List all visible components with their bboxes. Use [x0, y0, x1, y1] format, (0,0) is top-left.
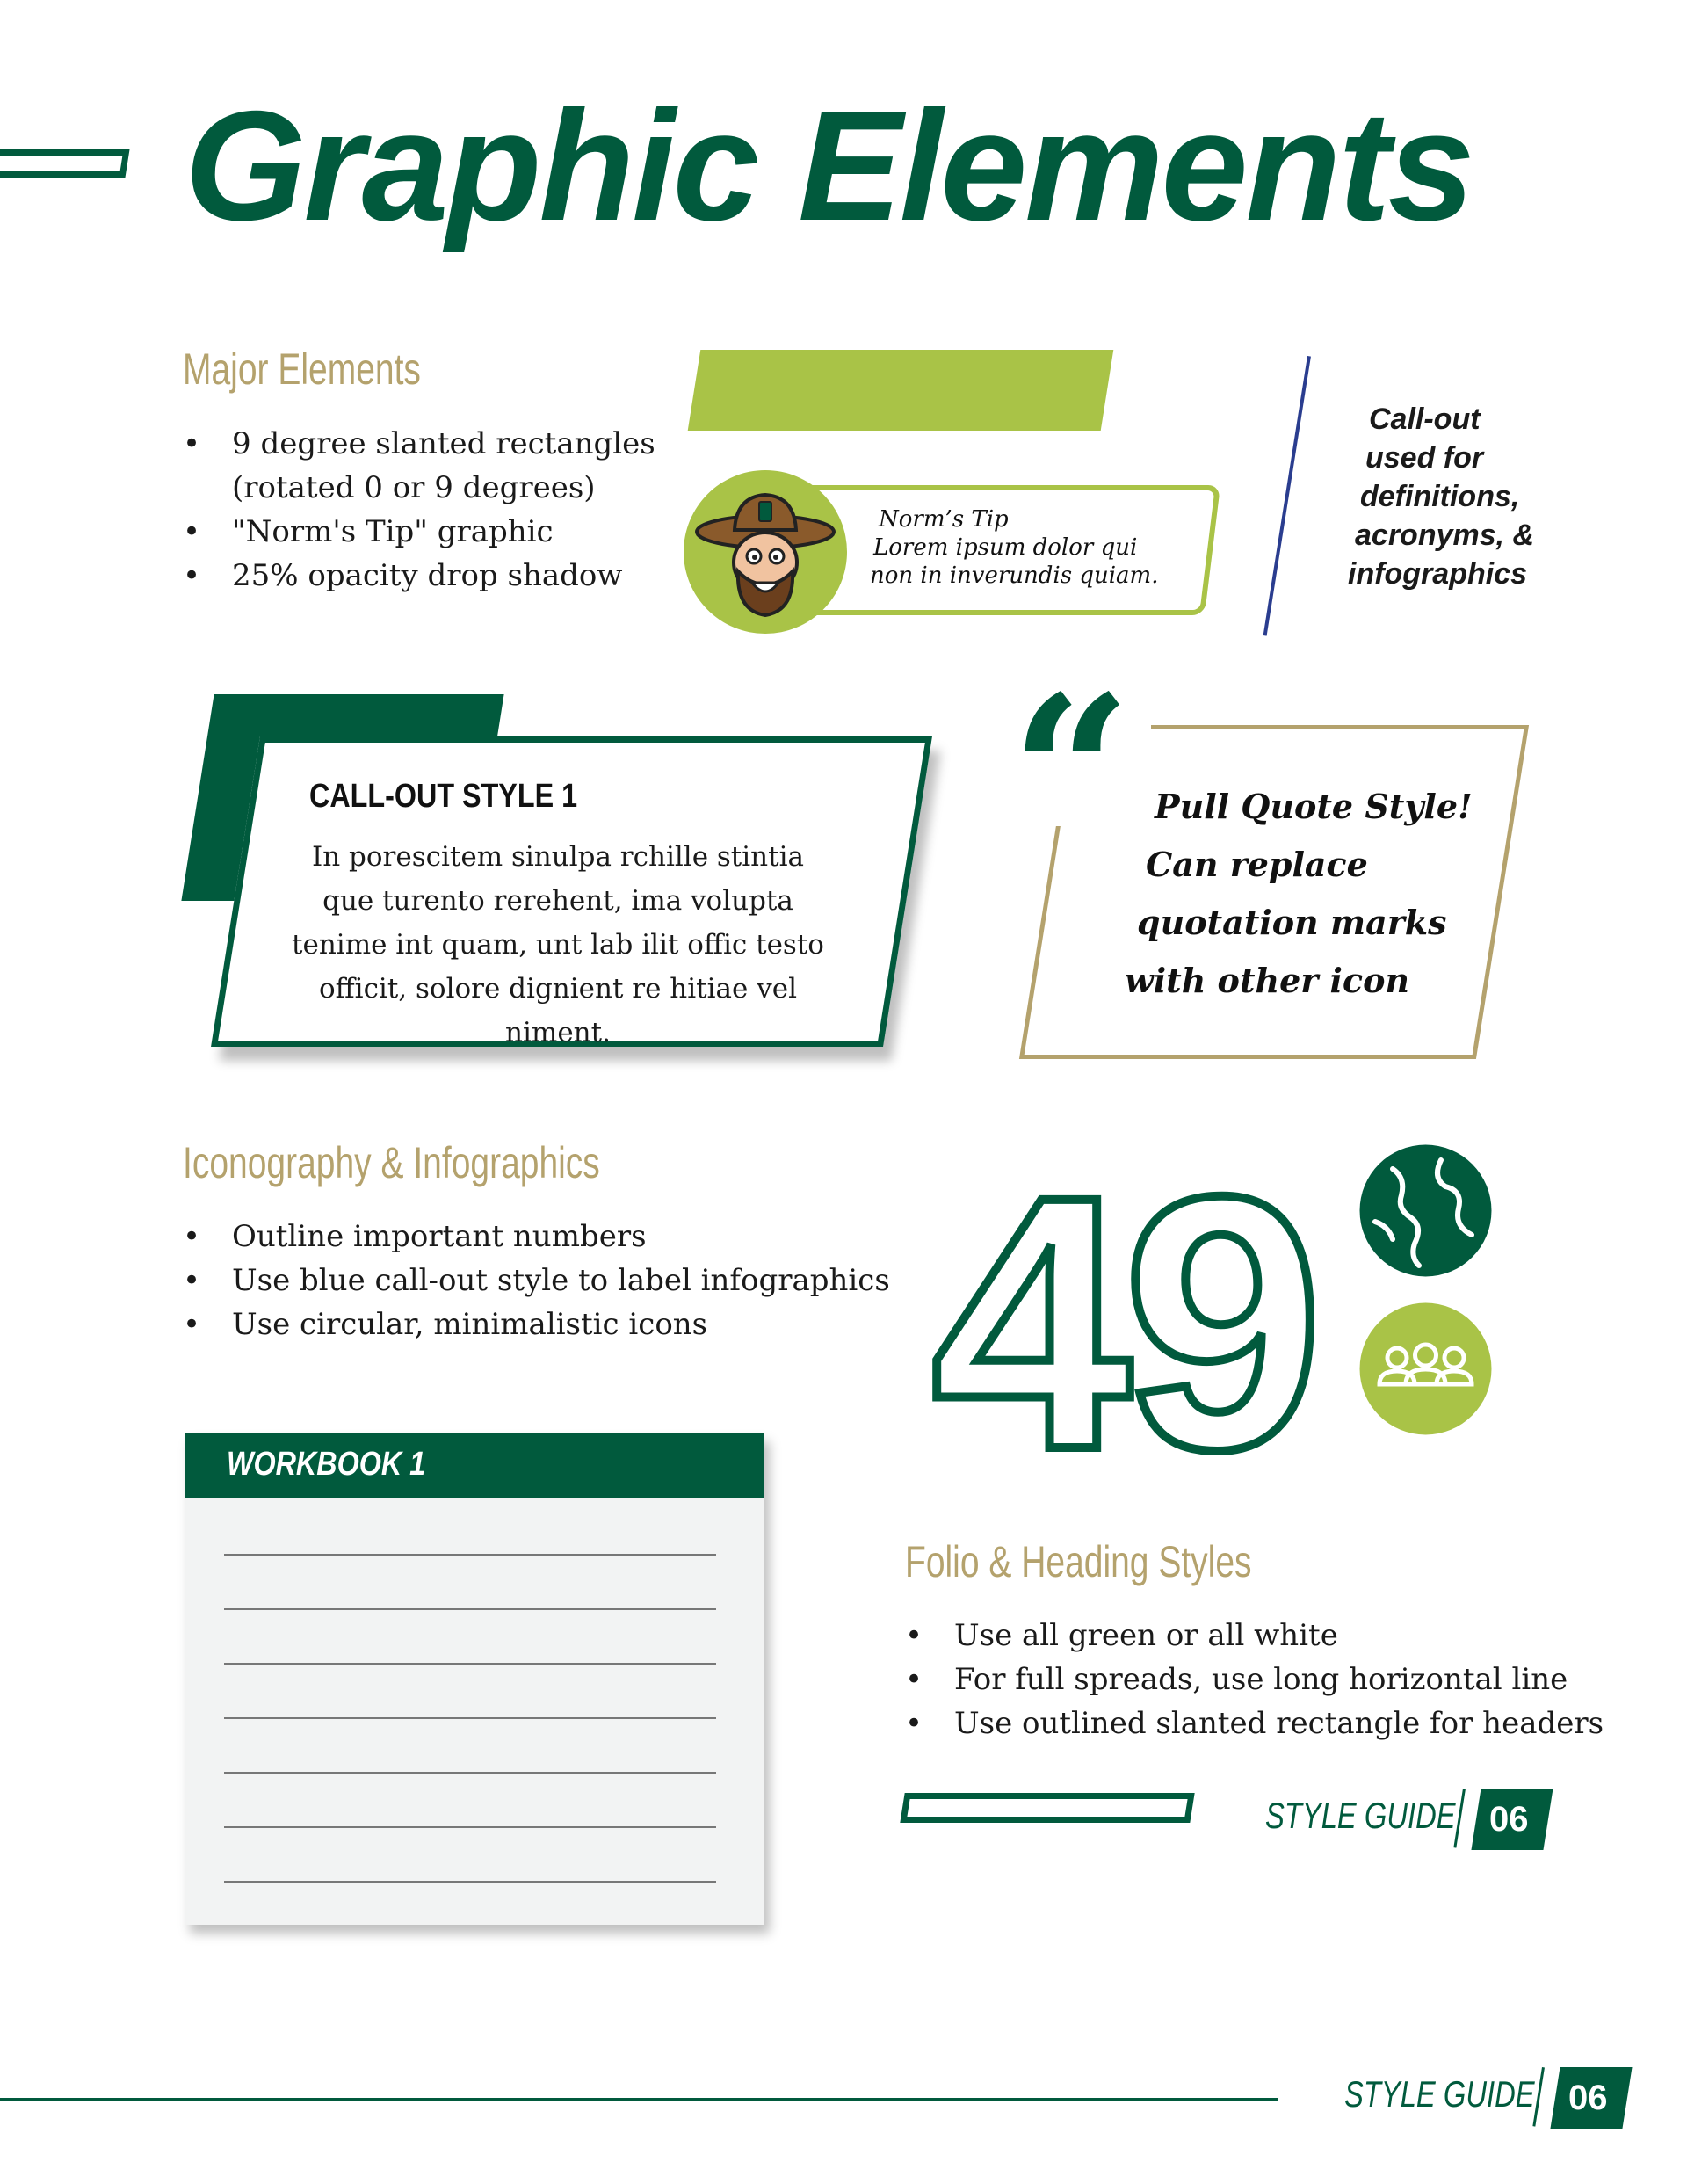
list-item: (rotated 0 or 9 degrees): [232, 470, 596, 505]
quotation-mark-icon: “: [1010, 649, 1133, 897]
list-item: • Use blue call-out style to label infographics: [183, 1259, 903, 1302]
outlined-number: 49: [931, 1121, 1315, 1524]
footer-label: STYLE GUIDE: [1344, 2073, 1535, 2115]
people-icon: [1358, 1301, 1494, 1437]
list-item: • 9 degree slanted rectangles: [183, 422, 675, 466]
list-item: • Use all green or all white: [905, 1614, 1625, 1658]
callout-line-text: used for: [1365, 441, 1484, 475]
list-item: • Use outlined slanted rectangle for headers: [905, 1701, 1625, 1745]
title-accent-bar: [0, 149, 130, 178]
norms-tip-text: [870, 505, 1158, 590]
folio-sample-page-number: 06: [1489, 1800, 1529, 1839]
norms-tip-line: non in inverundis quiam.: [870, 562, 1159, 589]
norms-tip-line: Lorem ipsum dolor qui: [873, 534, 1138, 561]
callout-divider-line: [1263, 356, 1311, 636]
workbook-line[interactable]: [224, 1554, 716, 1556]
pull-quote-line: quotation marks: [1137, 903, 1447, 942]
callout-line-text: infographics: [1348, 557, 1528, 591]
workbook-title: WORKBOOK 1: [227, 1446, 426, 1483]
mascot-icon: [684, 470, 847, 634]
folio-heading: Folio & Heading Styles: [905, 1537, 1252, 1586]
callout-note: [1336, 400, 1538, 593]
list-item: • For full spreads, use long horizontal line: [905, 1658, 1625, 1701]
workbook-line[interactable]: [224, 1663, 716, 1665]
workbook-line[interactable]: [224, 1826, 716, 1828]
callout-line-text: Call-out: [1369, 403, 1481, 436]
major-elements-heading: Major Elements: [183, 345, 421, 394]
pull-quote-line: with other icon: [1125, 961, 1410, 1000]
pull-quote-line: Pull Quote Style!: [1155, 787, 1473, 826]
mascot-avatar: [684, 470, 847, 634]
pull-quote-line: Can replace: [1146, 845, 1368, 884]
list-item: • "Norm's Tip" graphic: [183, 510, 675, 554]
list-item: • 25% opacity drop shadow: [183, 554, 675, 598]
pull-quote-text: [1125, 778, 1473, 1010]
iconography-list: [183, 1215, 903, 1346]
workbook-line[interactable]: [224, 1717, 716, 1719]
callout-line-text: acronyms, &: [1355, 519, 1535, 552]
list-item: • Outline important numbers: [183, 1215, 903, 1259]
callout-style1-title: CALL-OUT STYLE 1: [309, 778, 578, 815]
norms-tip-title: Norm’s Tip: [879, 506, 1009, 533]
outlined-slanted-rectangle: [900, 1793, 1194, 1823]
callout-line-text: definitions,: [1360, 480, 1520, 513]
workbook-line[interactable]: [224, 1772, 716, 1774]
folio-sample-label: STYLE GUIDE: [1265, 1795, 1456, 1836]
workbook-line[interactable]: [224, 1608, 716, 1610]
page-title: Graphic Elements: [185, 78, 1473, 253]
workbook-line[interactable]: [224, 1881, 716, 1883]
major-elements-list: [183, 422, 675, 598]
callout-style1-body: In porescitem sinulpa rchille stintia que turento rerehent, ima volupta tenime int quam, unt lab ilit offic testo officit, solore dignient re hitiae vel niment.: [292, 841, 824, 1048]
folio-list: [905, 1614, 1625, 1745]
footer-rule: [0, 2098, 1278, 2101]
workbook-card: [185, 1433, 764, 1925]
globe-icon: [1358, 1143, 1494, 1279]
list-item: • Use circular, minimalistic icons: [183, 1302, 903, 1346]
slanted-rectangle-sample: [688, 350, 1114, 431]
iconography-heading: Iconography & Infographics: [183, 1138, 600, 1187]
footer-page-number: 06: [1568, 2079, 1608, 2117]
